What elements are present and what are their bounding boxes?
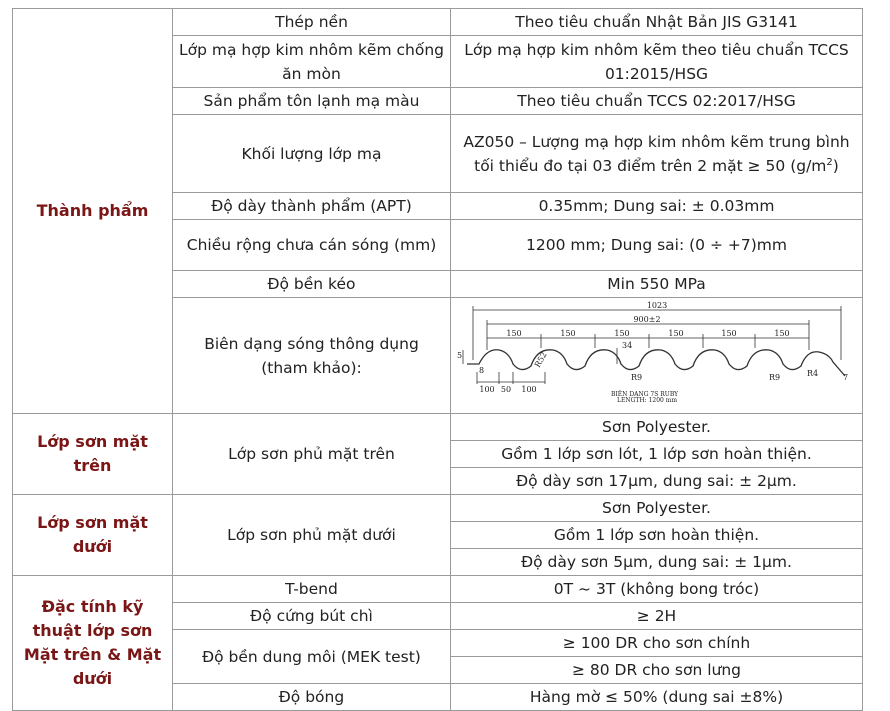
dim-rib-height: 34 [621,341,632,350]
row-label: T-bend [173,576,451,603]
dim-bottom: 100 [520,385,537,394]
drawing-caption: BIÊN DẠNG 7S RUBY [610,391,678,398]
row-value: Lớp mạ hợp kim nhôm kẽm theo tiêu chuẩn TCCS 01:2015/HSG [451,36,863,88]
row-value: Độ dày sơn 5µm, dung sai: ± 1µm. [451,549,863,576]
row-label: Độ bền kéo [173,271,451,298]
radius-label: R52 [532,350,549,369]
wave-profile-drawing [457,300,857,404]
radius-label: R9 [630,373,642,382]
row-label: Độ dày thành phẩm (APT) [173,193,451,220]
row-label: Thép nền [173,9,451,36]
row-label: Lớp sơn phủ mặt dưới [173,495,451,576]
coating-mass-text: AZ050 – Lượng mạ hợp kim nhôm kẽm trung bình tối thiểu đo tại 03 điểm trên 2 mặt ≥ 50 [463,132,850,175]
row-label: Biên dạng sóng thông dụng (tham khảo): [173,298,451,414]
row-value: ≥ 2H [451,603,863,630]
row-label: Chiều rộng chưa cán sóng (mm) [173,220,451,271]
coating-mass-unit: (g/m [790,156,827,175]
row-label: Độ bóng [173,684,451,711]
dim-bottom: 50 [500,385,511,394]
category-top-coat: Lớp sơn mặt trên [13,414,173,495]
row-value: Theo tiêu chuẩn TCCS 02:2017/HSG [451,88,863,115]
radius-label: R9 [768,373,780,382]
drawing-length: LENGTH: 1200 mm [616,397,677,404]
row-value: 0.35mm; Dung sai: ± 0.03mm [451,193,863,220]
dim-right-height: 7 [842,373,848,382]
row-label: Độ bền dung môi (MEK test) [173,630,451,684]
row-value: ≥ 80 DR cho sơn lưng [451,657,863,684]
category-bottom-coat: Lớp sơn mặt dưới [13,495,173,576]
dim-total-width: 1023 [646,301,667,310]
dim-pitch: 150 [613,329,630,338]
row-label: Sản phẩm tôn lạnh mạ màu [173,88,451,115]
row-value: Độ dày sơn 17µm, dung sai: ± 2µm. [451,468,863,495]
category-coating-technical: Đặc tính kỹ thuật lớp sơn Mặt trên & Mặt dưới [13,576,173,711]
dim-pitch: 150 [773,329,790,338]
dim-effective-width: 900±2 [632,315,661,324]
spec-table [12,8,863,711]
unit-close: ) [832,156,839,175]
row-label: Khối lượng lớp mạ [173,115,451,193]
dim-left-height: 5 [456,351,462,360]
unit-superscript: 2 [826,156,833,168]
row-value: Min 550 MPa [451,271,863,298]
dim-pitch: 150 [505,329,522,338]
row-value: Hàng mờ ≤ 50% (dung sai ±8%) [451,684,863,711]
row-label: Lớp sơn phủ mặt trên [173,414,451,495]
row-value: Sơn Polyester. [451,495,863,522]
row-label: Độ cứng bút chì [173,603,451,630]
row-value: Gồm 1 lớp sơn hoàn thiện. [451,522,863,549]
row-value [451,115,863,193]
dim-bottom: 100 [478,385,495,394]
row-value: 1200 mm; Dung sai: (0 ÷ +7)mm [451,220,863,271]
radius-label: R4 [806,369,818,378]
dim-left-offset: 8 [478,366,484,375]
row-value: Gồm 1 lớp sơn lót, 1 lớp sơn hoàn thiện. [451,441,863,468]
row-label: Lớp mạ hợp kim nhôm kẽm chống ăn mòn [173,36,451,88]
dim-pitch: 150 [667,329,684,338]
row-value: Theo tiêu chuẩn Nhật Bản JIS G3141 [451,9,863,36]
row-value: ≥ 100 DR cho sơn chính [451,630,863,657]
profile-drawing-cell [451,298,863,414]
row-value: 0T ~ 3T (không bong tróc) [451,576,863,603]
dim-pitch: 150 [720,329,737,338]
category-finished-product: Thành phẩm [13,9,173,414]
row-value: Sơn Polyester. [451,414,863,441]
dim-pitch: 150 [559,329,576,338]
